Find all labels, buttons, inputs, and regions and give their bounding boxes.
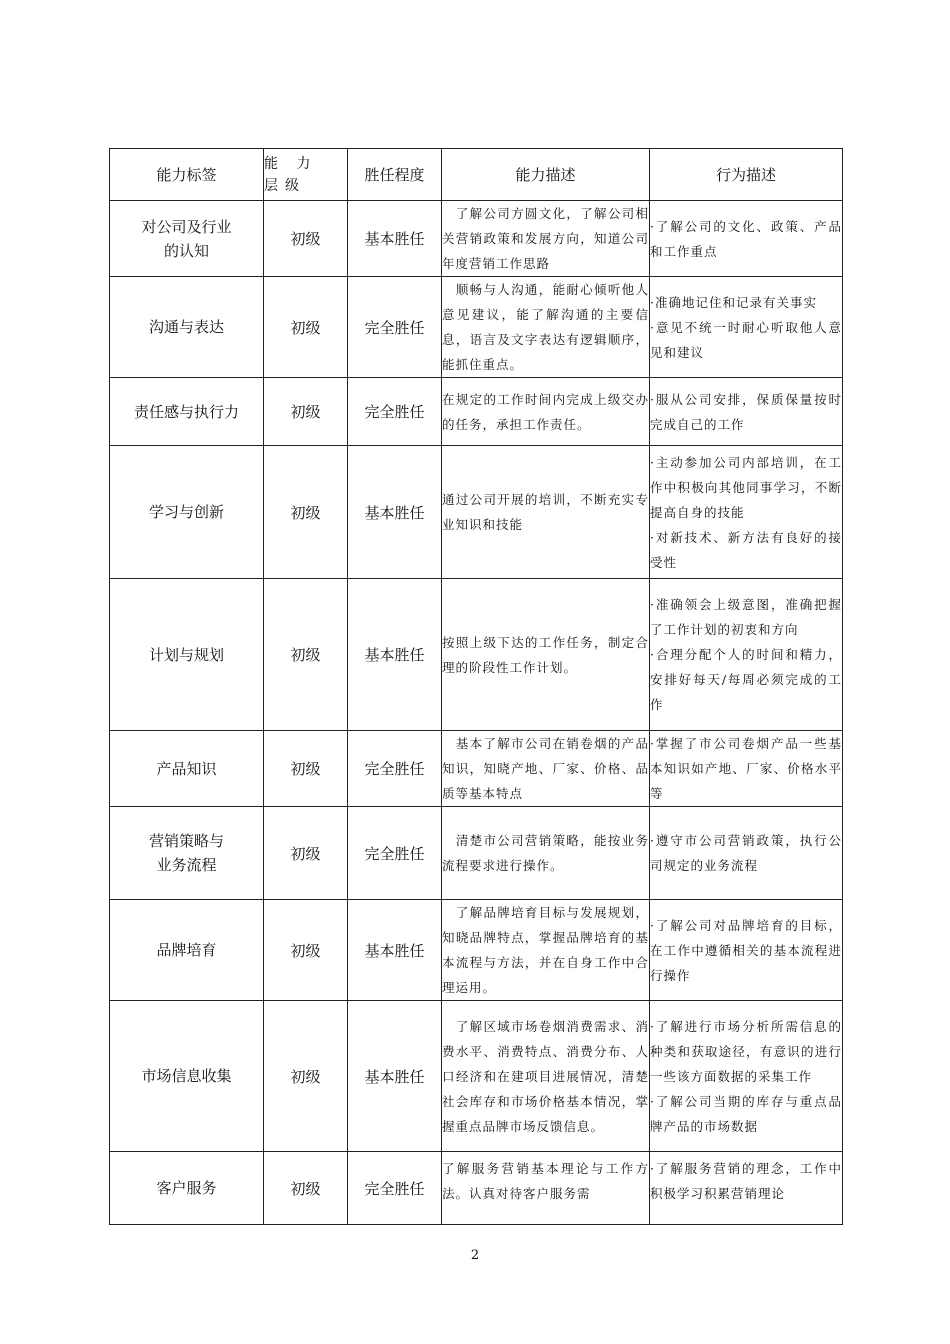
row-label-text: 品牌培育 (156, 941, 217, 959)
row-level: 初级 (264, 1001, 348, 1152)
row-description-text: 顺畅与人沟通，能耐心倾听他人意见建议，能了解沟通的主要信息，语言及文字表达有逻辑顺序，能抓住重点。 (442, 282, 649, 372)
row-behavior-text: ·了解公司的文化、政策、产品和工作重点 (650, 218, 842, 259)
row-description (442, 446, 650, 579)
row-level: 初级 (264, 1152, 348, 1225)
row-description-text: 了解区域市场卷烟消费需求、消费水平、消费特点、消费分布、人口经济和在建项目进展情况，清楚社会库存和市场价格基本情况，掌握重点品牌市场反馈信息。 (442, 1018, 649, 1134)
header-behavior: 行为描述 (650, 149, 843, 201)
row-description (442, 579, 650, 731)
row-label-text: 沟通与表达 (148, 318, 224, 336)
row-description (442, 731, 650, 807)
row-label-text: 责任感与执行力 (133, 402, 239, 421)
row-degree: 完全胜任 (348, 1152, 442, 1225)
row-behavior (650, 446, 843, 579)
row-behavior-text: ·了解服务营销的理念，工作中积极学习积累营销理论 (650, 1161, 842, 1201)
row-description (442, 277, 650, 378)
row-label (110, 731, 264, 807)
row-description (442, 1152, 650, 1225)
row-behavior (650, 807, 843, 900)
row-degree: 完全胜任 (348, 731, 442, 807)
table-row (110, 446, 843, 579)
row-behavior-text: ·了解进行市场分析所需信息的种类和获取途径，有意识的进行一些该方面数据的采集工作 ·了解公司当期的库存与重点品牌产品的市场数据 (650, 1018, 842, 1134)
row-description-text: 通过公司开展的培训，不断充实专业知识和技能 (442, 492, 649, 532)
table-row (110, 807, 843, 900)
row-description-text: 了解公司方圆文化，了解公司相关营销政策和发展方向，知道公司年度营销工作思路 (442, 206, 649, 271)
row-behavior-text: ·服从公司安排，保质保量按时完成自己的工作 (650, 391, 842, 432)
row-description-text: 按照上级下达的工作任务，制定合理的阶段性工作计划。 (442, 634, 649, 675)
row-behavior-text: ·主动参加公司内部培训，在工作中积极向其他同事学习，不断提高自身的技能 ·对新技术、新方法有良好的接受性 (650, 454, 842, 570)
row-behavior (650, 1152, 843, 1225)
row-label (110, 807, 264, 900)
row-level: 初级 (264, 900, 348, 1001)
row-label-text: 客户服务 (156, 1179, 217, 1197)
row-degree: 完全胜任 (348, 277, 442, 378)
row-behavior (650, 900, 843, 1001)
row-behavior (650, 201, 843, 277)
row-label (110, 1152, 264, 1225)
table-row (110, 201, 843, 277)
row-label (110, 446, 264, 579)
row-description-text: 基本了解市公司在销卷烟的产品知识，知晓产地、厂家、价格、品质等基本特点 (442, 736, 649, 801)
row-degree: 基本胜任 (348, 446, 442, 579)
row-description-text: 清楚市公司营销策略，能按业务流程要求进行操作。 (442, 833, 649, 873)
row-behavior-text: ·了解公司对品牌培育的目标，在工作中遵循相关的基本流程进行操作 (650, 917, 842, 983)
row-label (110, 1001, 264, 1152)
row-label (110, 277, 264, 378)
row-label-text: 市场信息收集 (141, 1067, 232, 1085)
row-behavior-text: ·准确领会上级意图，准确把握了工作计划的初衷和方向 ·合理分配个人的时间和精力，安排好每天/每周必须完成的工作 (650, 597, 842, 712)
row-behavior (650, 579, 843, 731)
row-label-text: 对公司及行业 的认知 (141, 217, 232, 260)
row-description (442, 1001, 650, 1152)
row-label-text: 学习与创新 (148, 503, 224, 521)
row-description (442, 201, 650, 277)
row-level: 初级 (264, 277, 348, 378)
row-behavior-text: ·遵守市公司营销政策，执行公司规定的业务流程 (650, 833, 842, 873)
row-label (110, 900, 264, 1001)
header-degree: 胜任程度 (348, 149, 442, 201)
table-row (110, 378, 843, 446)
table-header-row (110, 149, 843, 201)
row-behavior (650, 277, 843, 378)
row-description (442, 378, 650, 446)
header-label: 能力标签 (110, 149, 264, 201)
table-row (110, 900, 843, 1001)
row-degree: 基本胜任 (348, 900, 442, 1001)
row-description-text: 在规定的工作时间内完成上级交办的任务，承担工作责任。 (442, 391, 649, 432)
competency-table (109, 148, 843, 1225)
row-behavior-text: ·准确地记住和记录有关事实 ·意见不统一时耐心听取他人意见和建议 (650, 294, 842, 360)
row-behavior (650, 731, 843, 807)
table-row (110, 731, 843, 807)
row-description-text: 了解服务营销基本理论与工作方法。认真对待客户服务需 (442, 1161, 649, 1201)
header-level: 能 力 层级 (264, 149, 348, 201)
row-label-text: 营销策略与 业务流程 (148, 832, 224, 874)
page-number: 2 (470, 1248, 480, 1263)
row-level: 初级 (264, 446, 348, 579)
table-row (110, 1001, 843, 1152)
row-label (110, 201, 264, 277)
row-degree: 完全胜任 (348, 378, 442, 446)
row-degree: 基本胜任 (348, 579, 442, 731)
table-row (110, 277, 843, 378)
row-level: 初级 (264, 807, 348, 900)
row-level: 初级 (264, 731, 348, 807)
row-degree: 基本胜任 (348, 201, 442, 277)
table-row (110, 579, 843, 731)
header-description: 能力描述 (442, 149, 650, 201)
row-label (110, 378, 264, 446)
row-label (110, 579, 264, 731)
table-row (110, 1152, 843, 1225)
row-label-text: 计划与规划 (148, 645, 224, 664)
row-label-text: 产品知识 (156, 759, 217, 778)
row-description-text: 了解品牌培育目标与发展规划，知晓品牌特点，掌握品牌培育的基本流程与方法，并在自身工作中合理运用。 (442, 905, 649, 995)
row-description (442, 807, 650, 900)
row-level: 初级 (264, 201, 348, 277)
row-degree: 完全胜任 (348, 807, 442, 900)
row-behavior (650, 378, 843, 446)
row-description (442, 900, 650, 1001)
row-behavior-text: ·掌握了市公司卷烟产品一些基本知识如产地、厂家、价格水平等 (650, 736, 842, 801)
row-behavior (650, 1001, 843, 1152)
row-level: 初级 (264, 579, 348, 731)
row-level: 初级 (264, 378, 348, 446)
row-degree: 基本胜任 (348, 1001, 442, 1152)
